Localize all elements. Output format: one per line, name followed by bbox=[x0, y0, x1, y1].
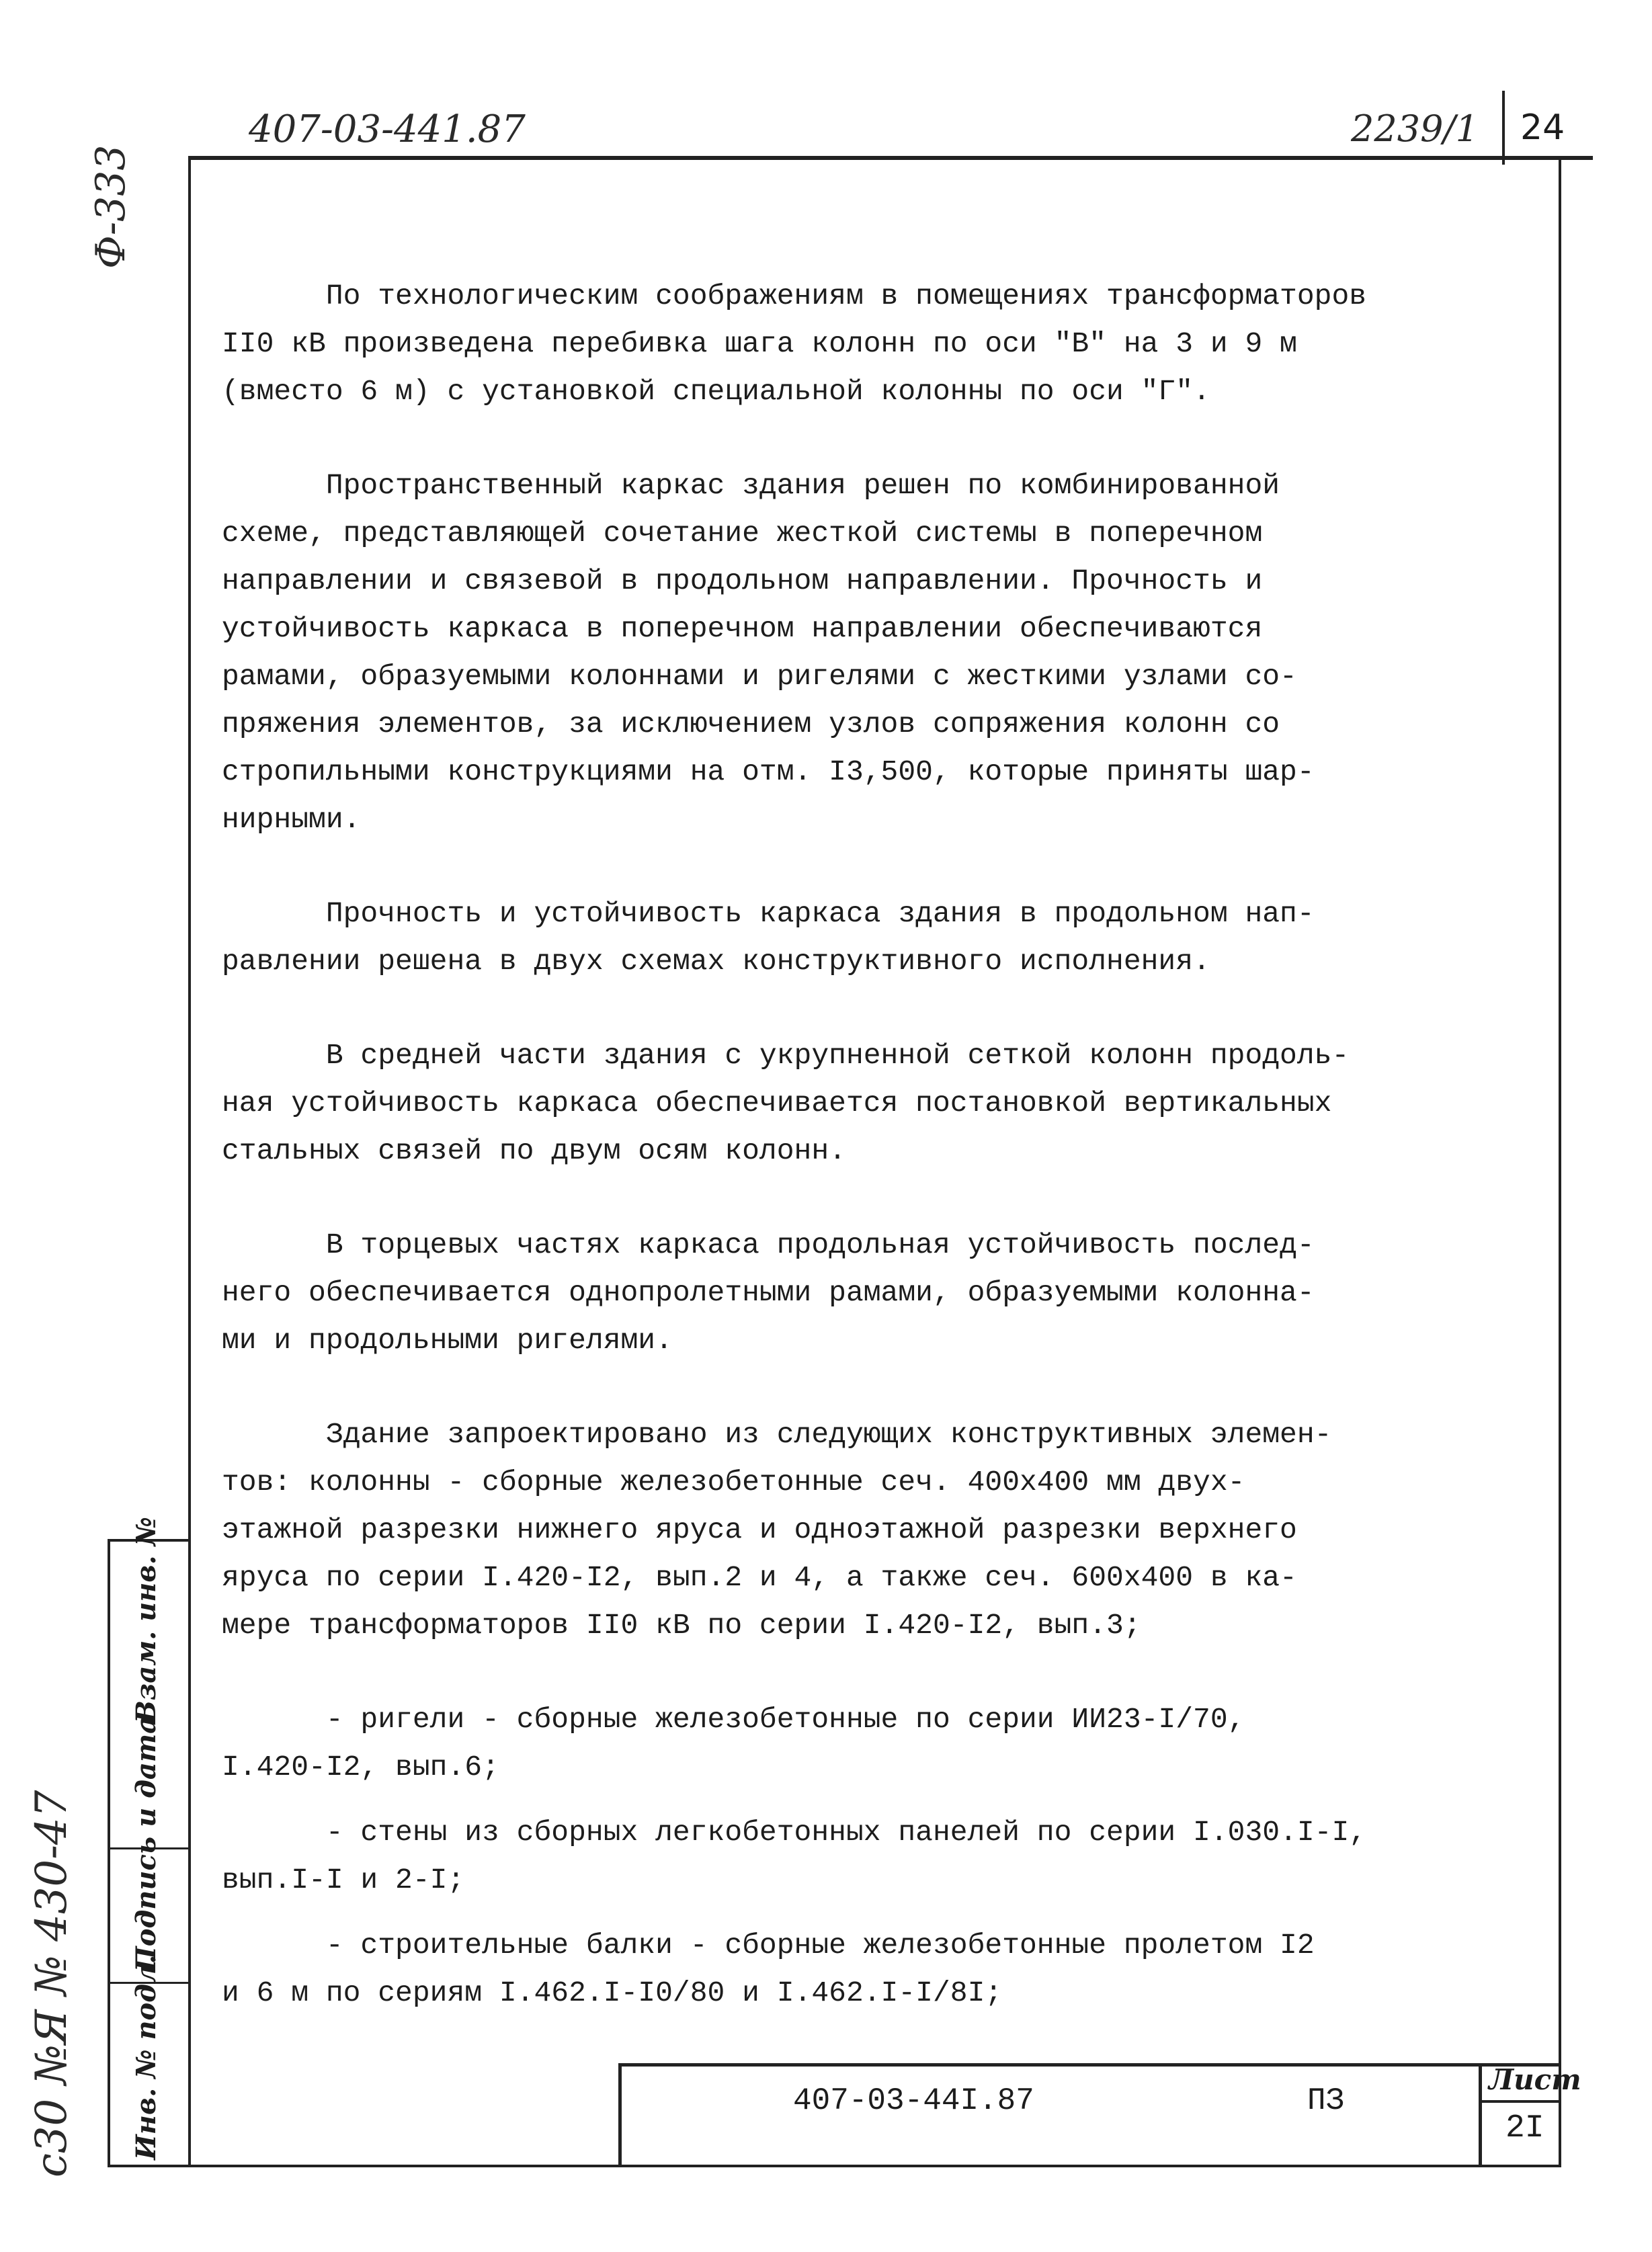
binding-label: Подпись и дата bbox=[130, 1716, 162, 1972]
sheet-label: Лист bbox=[1489, 2063, 1581, 2096]
text-line: ми и продольными ригелями. bbox=[222, 1324, 673, 1357]
paragraph bbox=[222, 1032, 1499, 1175]
handwritten-document-code: 407-03-441.87 bbox=[249, 108, 526, 151]
text-line: рамами, образуемыми колоннами и ригелями с жесткими узлами со- bbox=[222, 660, 1297, 693]
text-line: тов: колонны - сборные железобетонные сеч. 400х400 мм двух- bbox=[222, 1466, 1245, 1499]
document-body bbox=[222, 272, 1499, 2063]
title-block-doc-type: ПЗ bbox=[1307, 2083, 1345, 2118]
text-line: этажной разрезки нижнего яруса и одноэтажной разрезки верхнего bbox=[222, 1513, 1297, 1546]
text-line: В торцевых частях каркаса продольная устойчивость послед- bbox=[222, 1228, 1315, 1261]
sheet-number: 2I bbox=[1505, 2110, 1544, 2146]
text-line: равлении решена в двух схемах конструктивного исполнения. bbox=[222, 945, 1210, 978]
text-line: яруса по серии I.420-I2, вып.2 и 4, а также сеч. 600х400 в ка- bbox=[222, 1561, 1297, 1594]
text-line: стропильными конструкциями на отм. I3,500, которые приняты шар- bbox=[222, 755, 1315, 788]
paragraph bbox=[222, 1221, 1499, 1364]
text-line: направлении и связевой в продольном направлении. Прочность и bbox=[222, 565, 1263, 597]
text-line: пряжения элементов, за исключением узлов сопряжения колонн со bbox=[222, 708, 1280, 741]
text-line: него обеспечивается однопролетными рамами, образуемыми колонна- bbox=[222, 1276, 1315, 1309]
text-line: В средней части здания с укрупненной сеткой колонн продоль- bbox=[222, 1039, 1350, 1072]
text-line: - ригели - сборные железобетонные по серии ИИ23-I/70, bbox=[222, 1703, 1245, 1736]
text-line: Здание запроектировано из следующих конструктивных элемен- bbox=[222, 1418, 1332, 1451]
text-line: (вместо 6 м) с установкой специальной колонны по оси "Г". bbox=[222, 375, 1210, 408]
text-line: I.420-I2, вып.6; bbox=[222, 1751, 499, 1784]
text-line: По технологическим соображениям в помещениях трансформаторов bbox=[222, 280, 1367, 312]
text-line: стальных связей по двум осям колонн. bbox=[222, 1134, 846, 1167]
paragraph bbox=[222, 1411, 1499, 1649]
text-line: и 6 м по сериям I.462.I-I0/80 и I.462.I-I/8I; bbox=[222, 1976, 1003, 2009]
text-line: - стены из сборных легкобетонных панелей по серии I.030.I-I, bbox=[222, 1816, 1367, 1849]
text-line: схеме, представляющей сочетание жесткой системы в поперечном bbox=[222, 517, 1263, 550]
paragraph bbox=[222, 1921, 1499, 2017]
paragraph bbox=[222, 272, 1499, 415]
sheet-box-divider bbox=[1479, 2100, 1561, 2103]
page-number-divider bbox=[1502, 91, 1505, 165]
binding-label: Инв. № подл. bbox=[130, 1954, 162, 2160]
text-line: II0 кВ произведена перебивка шага колонн по оси "В" на 3 и 9 м bbox=[222, 327, 1297, 360]
title-block-doc-code: 407-03-44I.87 bbox=[793, 2083, 1034, 2118]
text-line: - строительные балки - сборные железобетонные пролетом I2 bbox=[222, 1929, 1315, 1962]
paragraph bbox=[222, 890, 1499, 985]
text-line: устойчивость каркаса в поперечном направлении обеспечиваются bbox=[222, 612, 1263, 645]
text-line: нирными. bbox=[222, 803, 361, 836]
text-line: ная устойчивость каркаса обеспечивается постановкой вертикальных bbox=[222, 1087, 1332, 1120]
paragraph bbox=[222, 1808, 1499, 1904]
handwritten-archive-number: 2239/1 bbox=[1351, 108, 1479, 150]
title-block bbox=[618, 2063, 1561, 2167]
paragraph bbox=[222, 1696, 1499, 1791]
text-line: мере трансформаторов II0 кВ по серии I.420-I2, вып.3; bbox=[222, 1609, 1141, 1642]
text-line: вып.I-I и 2-I; bbox=[222, 1864, 465, 1896]
text-line: Пространственный каркас здания решен по комбинированной bbox=[222, 469, 1280, 502]
page-number: 24 bbox=[1520, 108, 1565, 148]
binding-label: Взам. инв. № bbox=[130, 1517, 162, 1723]
form-code: Ф-333 bbox=[87, 144, 134, 269]
paragraph bbox=[222, 462, 1499, 843]
text-line: Прочность и устойчивость каркаса здания в продольном нап- bbox=[222, 897, 1315, 930]
binding-stamp-box bbox=[108, 1517, 191, 2167]
inventory-stamp: с30 №Я № 430-47 bbox=[27, 1790, 77, 2177]
